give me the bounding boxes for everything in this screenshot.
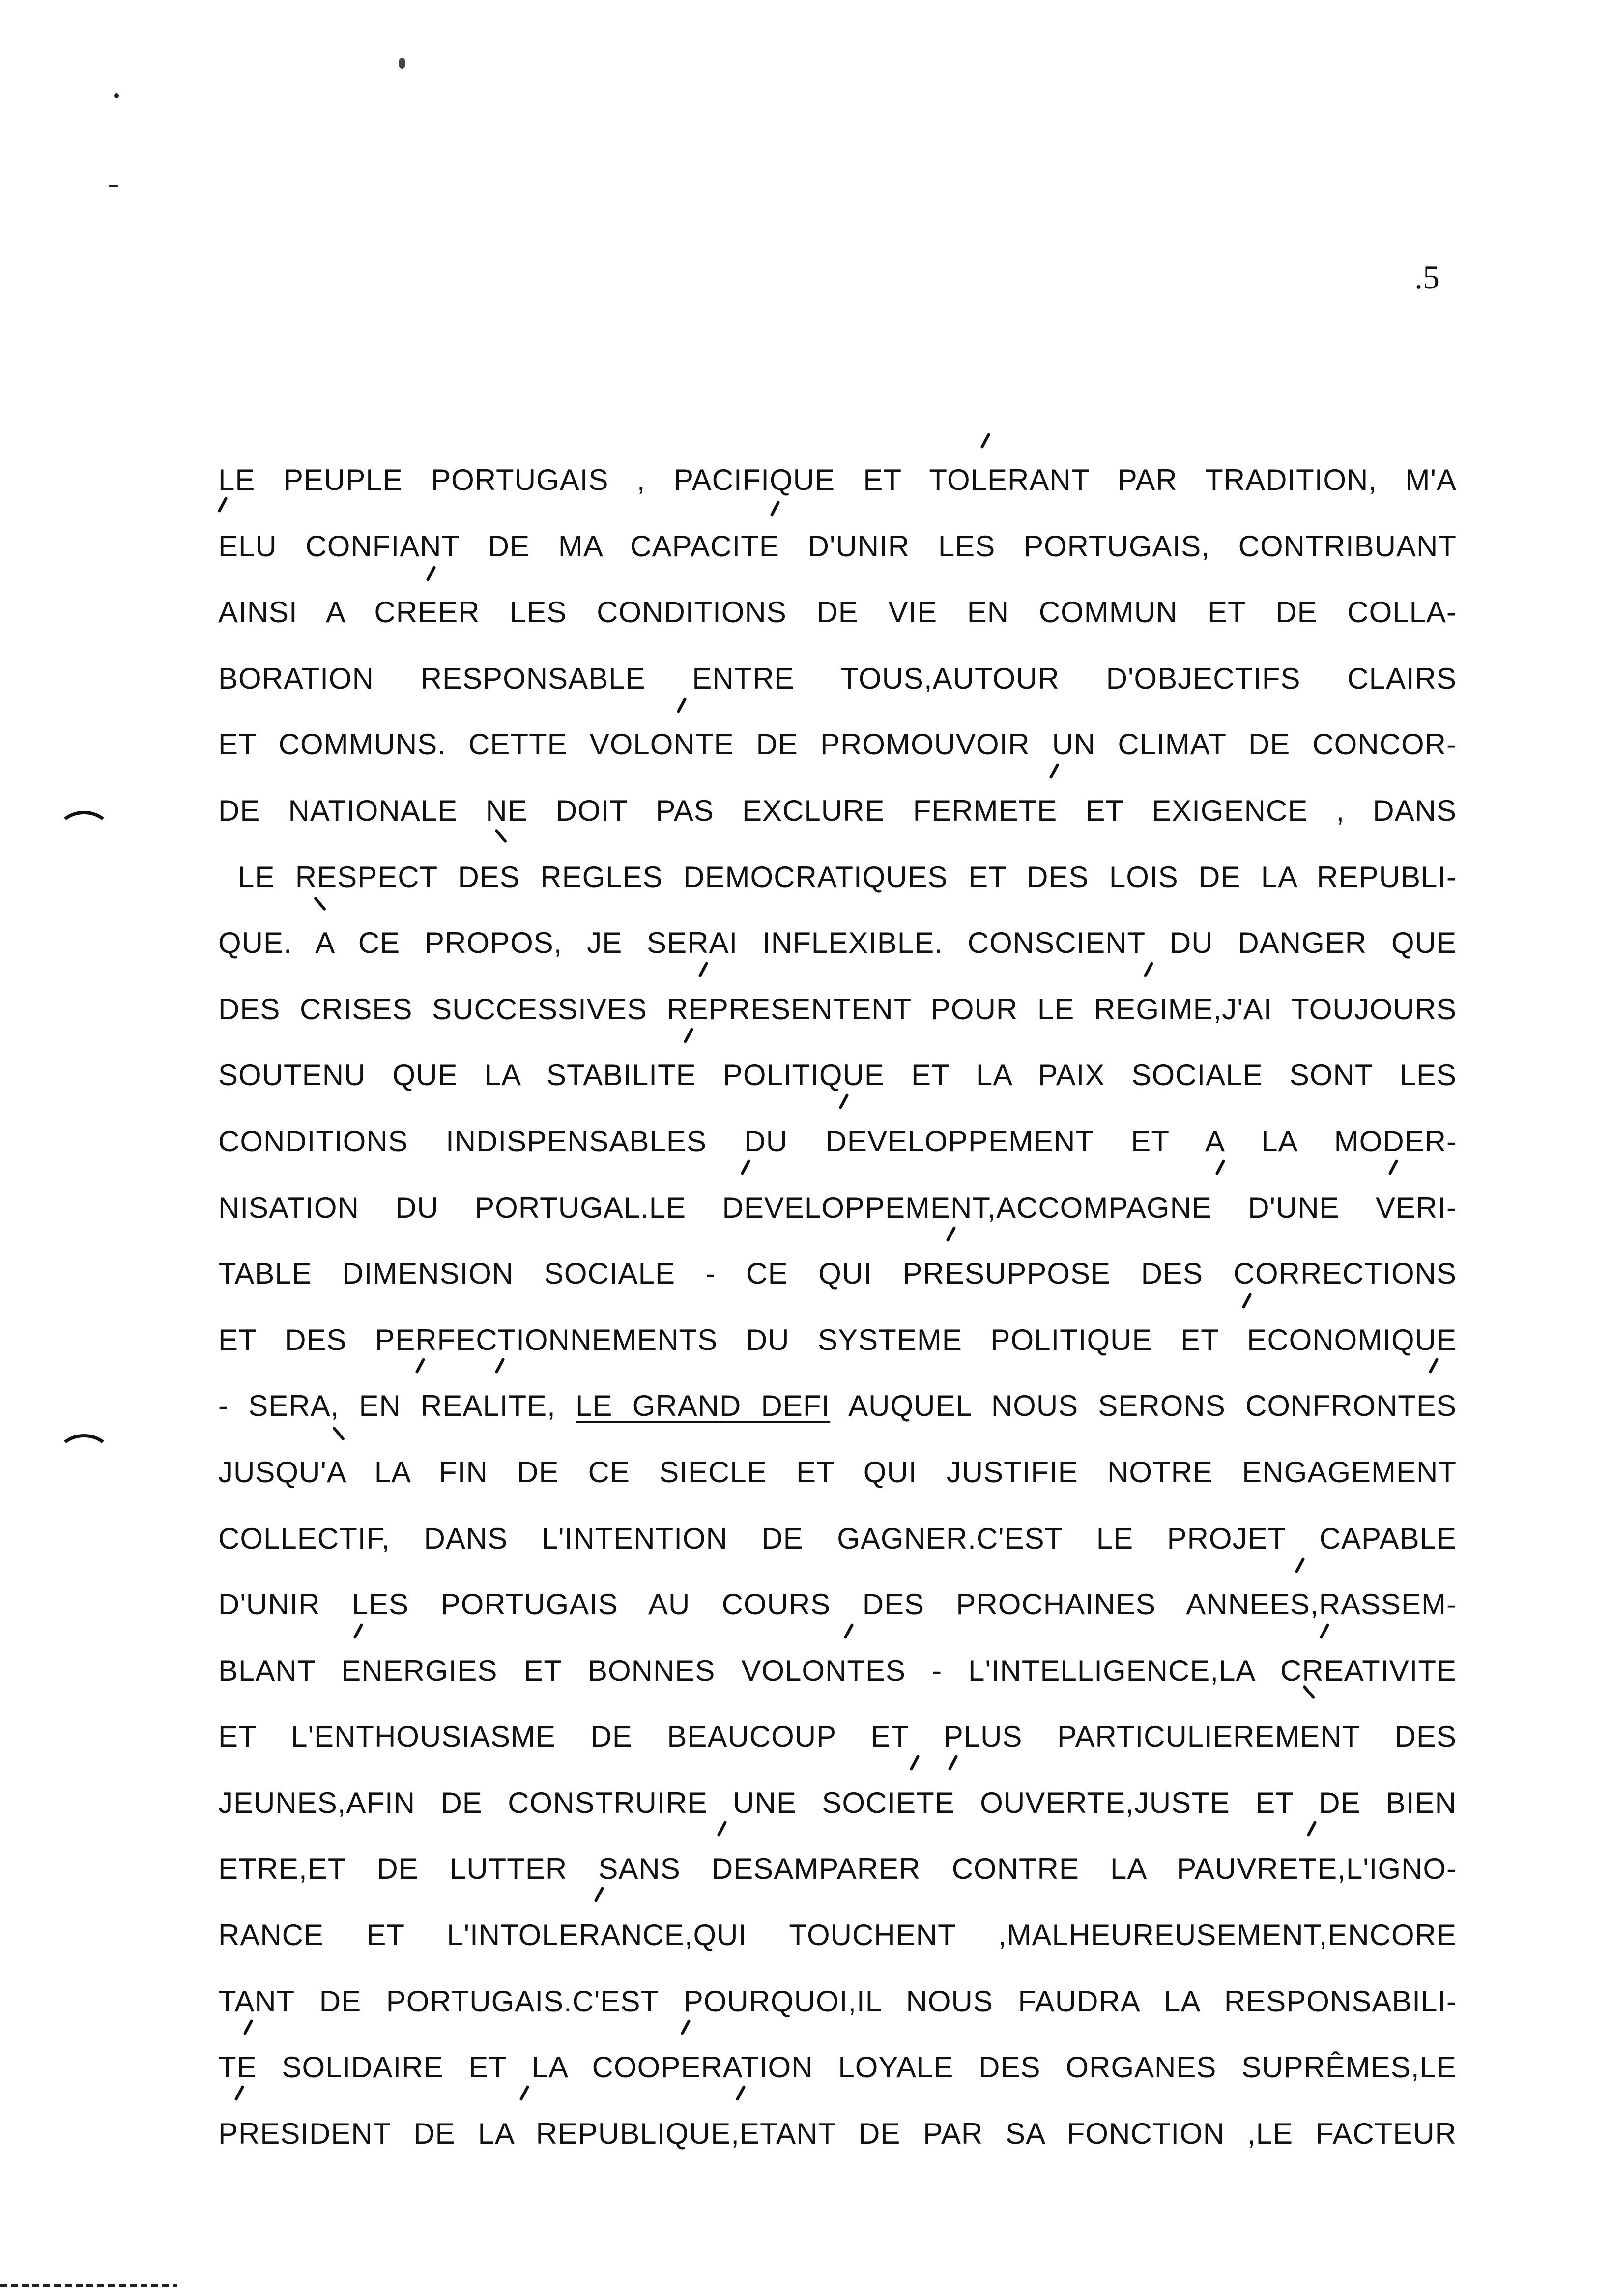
scan-speck [399,58,405,69]
text-line: ET L'ENTHOUSIASME DE BEAUCOUP ET PLUS PARTICULIEREMENT DES [218,1720,1457,1753]
text-line: ET DES PERFECTIONNEMENTS DU SYSTEME POLITIQUE ET ECONOMIQUE [218,1323,1457,1356]
scan-speck [109,185,118,187]
text-line: D'UNIR LES PORTUGAIS AU COURS DES PROCHAINES ANNEES,RASSEM- [218,1588,1457,1621]
text-line: JEUNES,AFIN DE CONSTRUIRE UNE SOCIETE OUVERTE,JUSTE ET DE BIEN [218,1786,1457,1819]
text-line: TE SOLIDAIRE ET LA COOPERATION LOYALE DES ORGANES SUPRÊMES,LE [218,2051,1457,2084]
handwritten-accent-mark [980,433,990,449]
text-line: SOUTENU QUE LA STABILITE POLITIQUE ET LA PAIX SOCIALE SONT LES [218,1059,1457,1092]
scan-edge-rule [0,2284,177,2287]
line-segment: AUQUEL NOUS SERONS CONFRONTES [848,1389,1457,1423]
text-line: QUE. A CE PROPOS, JE SERAI INFLEXIBLE. CONSCIENT DU DANGER QUE [218,926,1457,960]
text-line: BLANT ENERGIES ET BONNES VOLONTES - L'INTELLIGENCE,LA CREATIVITE [218,1654,1457,1687]
underlined-phrase: LE GRAND DEFI [576,1389,831,1423]
line-segment: - SERA, EN REALITE, [218,1389,556,1423]
text-line: AINSI A CREER LES CONDITIONS DE VIE EN COMMUN ET DE COLLA- [218,596,1457,629]
text-line: NISATION DU PORTUGAL.LE DEVELOPPEMENT,ACCOMPAGNE D'UNE VERI- [218,1191,1457,1224]
text-line: PRESIDENT DE LA REPUBLIQUE,ETANT DE PAR SA FONCTION ,LE FACTEUR [218,2117,1457,2150]
body-text [218,447,1457,2167]
text-line: TANT DE PORTUGAIS.C'EST POURQUOI,IL NOUS FAUDRA LA RESPONSABILI- [218,1984,1457,2018]
text-line-with-underline [218,1373,1457,1439]
text-line: ET COMMUNS. CETTE VOLONTE DE PROMOUVOIR UN CLIMAT DE CONCOR- [218,728,1457,761]
page-number: .5 [1414,258,1439,296]
scan-speck [114,93,119,98]
text-line: BORATION RESPONSABLE ENTRE TOUS,AUTOUR D'OBJECTIFS CLAIRS [218,661,1457,695]
text-line: JUSQU'A LA FIN DE CE SIECLE ET QUI JUSTIFIE NOTRE ENGAGEMENT [218,1455,1457,1489]
margin-bracket-mark [57,811,111,852]
text-line: ELU CONFIANT DE MA CAPACITE D'UNIR LES PORTUGAIS, CONTRIBUANT [218,529,1457,563]
text-line: DES CRISES SUCCESSIVES REPRESENTENT POUR LE REGIME,J'AI TOUJOURS [218,992,1457,1026]
text-line: COLLECTIF, DANS L'INTENTION DE GAGNER.C'EST LE PROJET CAPABLE [218,1521,1457,1555]
text-line: ETRE,ET DE LUTTER SANS DESAMPARER CONTRE LA PAUVRETE,L'IGNO- [218,1852,1457,1886]
text-line: RANCE ET L'INTOLERANCE,QUI TOUCHENT ,MALHEUREUSEMENT,ENCORE [218,1919,1457,1952]
text-line: LE PEUPLE PORTUGAIS , PACIFIQUE ET TOLERANT PAR TRADITION, M'A [218,463,1457,496]
text-line: DE NATIONALE NE DOIT PAS EXCLURE FERMETE ET EXIGENCE , DANS [218,794,1457,827]
text-line: CONDITIONS INDISPENSABLES DU DEVELOPPEMENT ET A LA MODER- [218,1124,1457,1158]
margin-bracket-mark [57,1434,111,1475]
text-line: TABLE DIMENSION SOCIALE - CE QUI PRESUPPOSE DES CORRECTIONS [218,1257,1457,1291]
text-line: LE RESPECT DES REGLES DEMOCRATIQUES ET DES LOIS DE LA REPUBLI- [238,860,1457,893]
